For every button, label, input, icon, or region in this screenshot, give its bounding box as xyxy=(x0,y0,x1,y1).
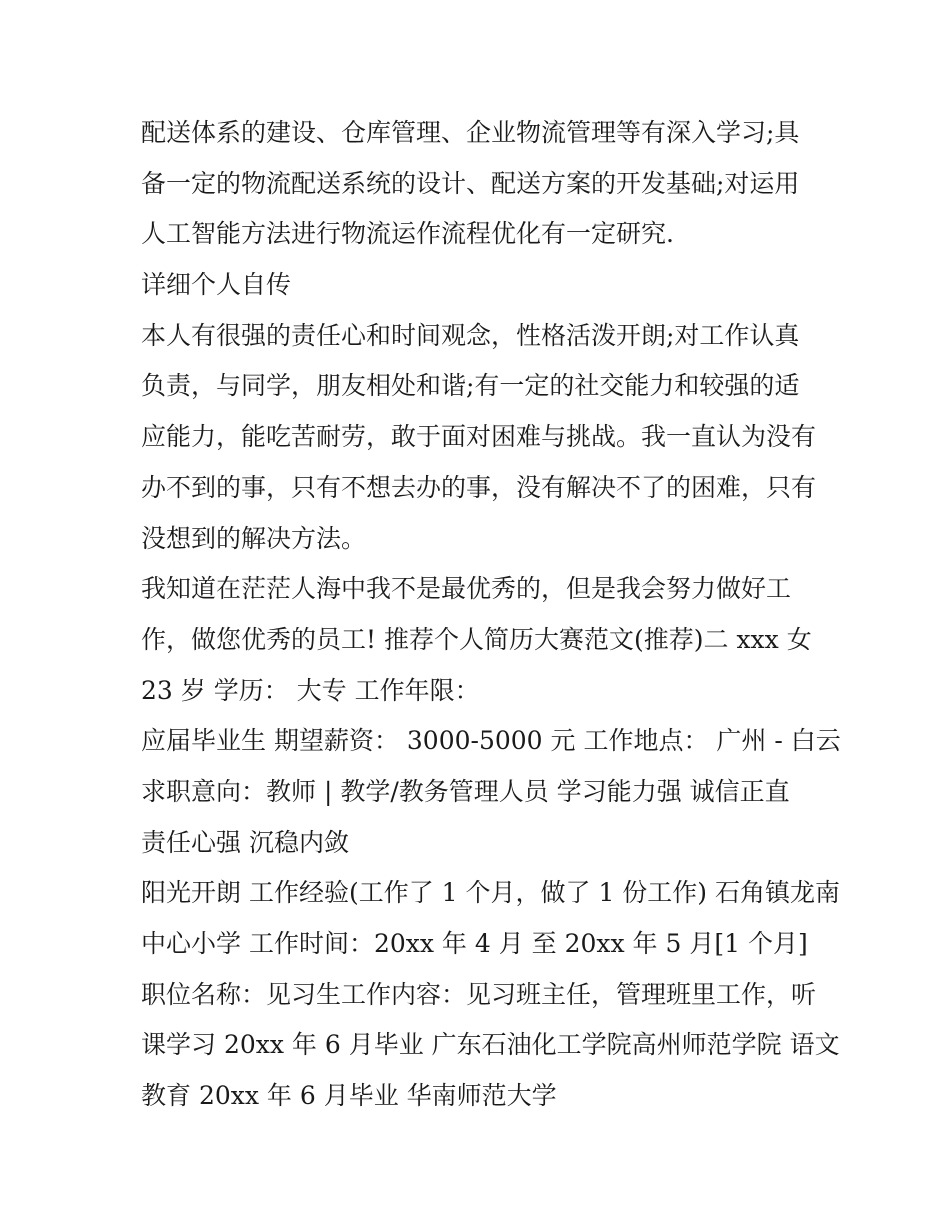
text-line: 应能力，能吃苦耐劳，敢于面对困难与挑战。我一直认为没有 xyxy=(141,422,817,452)
text-line: 负责，与同学，朋友相处和谐;有一定的社交能力和较强的适 xyxy=(141,371,800,401)
body-text xyxy=(141,108,841,1122)
section-heading: 详细个人自传 xyxy=(141,270,292,300)
text-line: 作，做您优秀的员工! 推荐个人简历大赛范文(推荐)二 xxx 女 xyxy=(141,624,812,654)
text-line: 教育 20xx 年 6 月毕业 华南师范大学 xyxy=(141,1081,557,1111)
text-line: 23 岁 学历： 大专 工作年限： xyxy=(141,675,480,705)
text-line: 应届毕业生 期望薪资： 3000-5000 元 工作地点： 广州 - 白云 xyxy=(141,726,841,756)
text-line: 中心小学 工作时间：20xx 年 4 月 至 20xx 年 5 月[1 个月] xyxy=(141,929,808,958)
text-line: 人工智能方法进行物流运作流程优化有一定研究. xyxy=(141,219,674,249)
text-line: 责任心强 沉稳内敛 xyxy=(141,827,349,857)
text-line: 阳光开朗 工作经验(工作了 1 个月，做了 1 份工作) 石角镇龙南 xyxy=(141,878,841,908)
text-line: 没想到的解决方法。 xyxy=(141,523,367,553)
text-line: 备一定的物流配送系统的设计、配送方案的开发基础;对运用 xyxy=(141,168,800,198)
text-line: 职位名称：见习生工作内容：见习班主任，管理班里工作，听 xyxy=(141,979,817,1009)
text-line: 我知道在茫茫人海中我不是最优秀的，但是我会努力做好工 xyxy=(141,574,792,604)
text-line: 办不到的事，只有不想去办的事，没有解决不了的困难，只有 xyxy=(141,472,817,502)
text-line: 课学习 20xx 年 6 月毕业 广东石油化工学院高州师范学院 语文 xyxy=(141,1030,840,1060)
text-line: 本人有很强的责任心和时间观念，性格活泼开朗;对工作认真 xyxy=(141,320,800,350)
text-line: 配送体系的建设、仓库管理、企业物流管理等有深入学习;具 xyxy=(141,118,800,147)
text-line: 求职意向：教师 | 教学/教务管理人员 学习能力强 诚信正直 xyxy=(141,776,790,806)
